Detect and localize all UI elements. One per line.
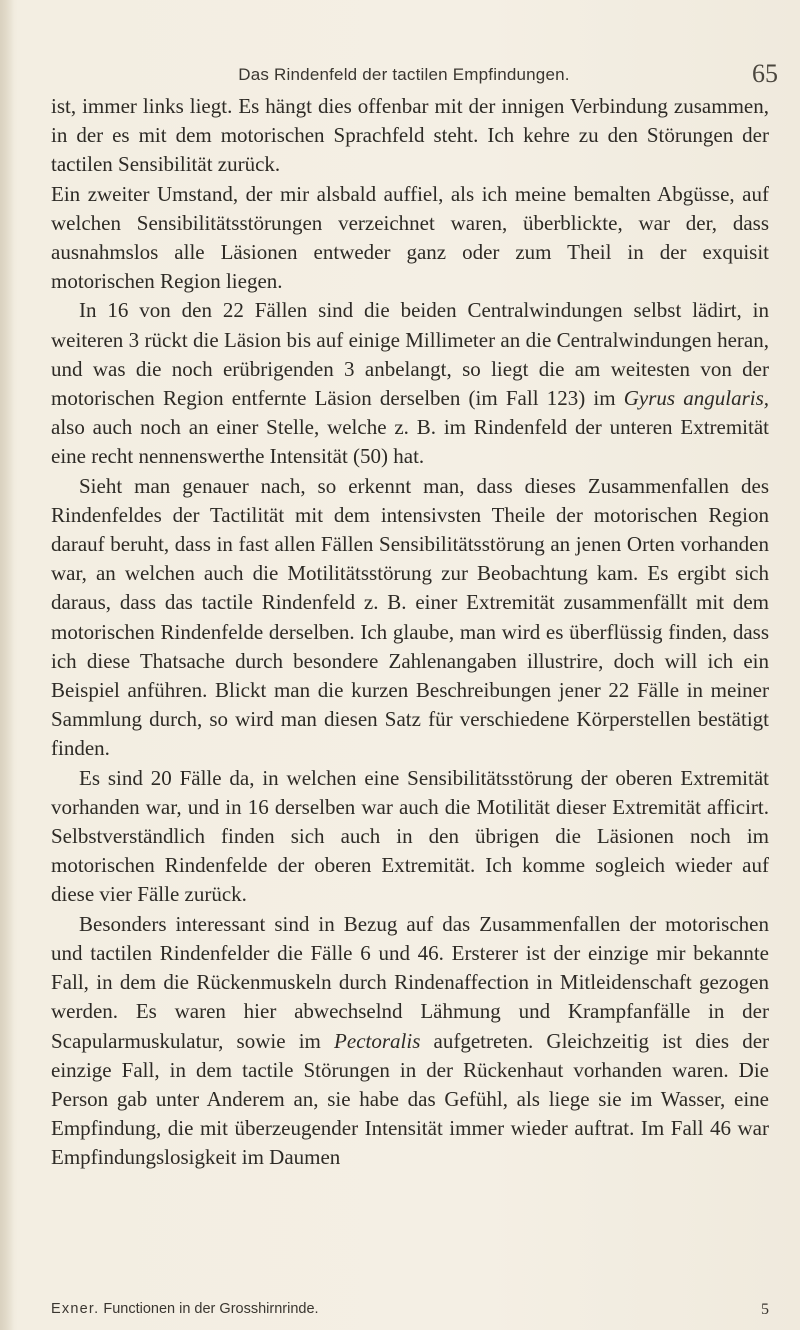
text-run: In 16 von den 22 Fällen sind die beiden Centralwindungen selbst lädirt, in weiteren 3 rückt die Läsion bis auf einige Millimeter an die Centralwindungen heran, und was die noch erübrigenden 3 anbelangt, so liegt die am weitesten von der motorischen Region entfernte Läsion derselben (im Fall 123) im: [51, 298, 769, 411]
page-gutter-shadow: [0, 0, 14, 1330]
paragraph: [51, 296, 769, 471]
paragraph: [51, 472, 769, 764]
text-run: aufgetreten. Gleichzeitig ist dies der einzige Fall, in dem tactile Störungen in der Rückenhaut vorhanden waren. Die Person gab unter Anderem an, sie habe das Gefühl, als liege sie im Wasser, eine Empfindung, die mit überzeugender Intensität immer wieder auftrat. Im Fall 46 war Empfindungslosigkeit im Daumen: [51, 1028, 770, 1170]
footer-book-title: Functionen in der Grosshirnrinde.: [103, 1301, 319, 1317]
text-run: ist, immer links liegt. Es hängt dies offenbar mit der innigen Verbindung zusammen, in der es mit dem motorischen Sprachfeld steht. Ich kehre zu den Störungen der tactilen Sensibilität zurück.: [51, 94, 769, 177]
text-run: also auch noch an einer Stelle, welche z. B. im Rindenfeld der unteren Extremität eine recht nennenswerthe Intensität (50) hat.: [51, 415, 769, 469]
italic-term: Pectoralis: [334, 1028, 421, 1053]
footer-signature: 5: [761, 1301, 769, 1318]
paragraph: [51, 910, 769, 1173]
text-run: Es sind 20 Fälle da, in welchen eine Sensibilitätsstörung der oberen Extremität vorhanden war, und in 16 derselben war auch die Motilität dieser Extremität afficirt. Selbstverständlich finden sich auch in den übrigen die Läsionen noch im motorischen Rindenfelde der oberen Extremität. Ich komme sogleich wieder auf diese vier Fälle zurück.: [51, 765, 769, 907]
page-footer: [51, 1301, 769, 1323]
paragraph: [51, 764, 769, 910]
italic-term: Gyrus angularis,: [623, 386, 769, 411]
text-run: Besonders interessant sind in Bezug auf das Zusammenfallen der motorischen und tactilen Rindenfelder die Fälle 6 und 46. Ersterer ist der einzige mir bekannte Fall, in dem die Rückenmuskeln durch Rindenaffection in Mitleidenschaft gezogen werden. Es waren hier abwechselnd Lähmung und Krampfanfälle in der Scapularmuskulatur, sowie im: [51, 911, 769, 1053]
page-header: [24, 59, 784, 89]
text-run: Ein zweiter Umstand, der mir alsbald auffiel, als ich meine bemalten Abgüsse, auf welchen Sensibilitätsstörungen verzeichnet waren, überblickte, war der, dass ausnahmslos alle Läsionen entweder ganz oder zum Theil in der exquisit motorischen Region liegen.: [51, 181, 769, 294]
running-title: Das Rindenfeld der tactilen Empfindungen.: [238, 65, 570, 84]
text-run: Sieht man genauer nach, so erkennt man, dass dieses Zusammenfallen des Rindenfeldes der Tactilität mit dem intensivsten Theile der motorischen Region darauf beruht, dass in fast allen Fällen Sensibilitätsstörung an jenen Orten vorhanden war, an welchen auch die Motilitätsstörung zur Beobachtung kam. Es ergibt sich daraus, dass das tactile Rindenfeld z. B. einer Extremität zusammenfällt mit dem motorischen Rindenfelde derselben. Ich glaube, man wird es überflüssig finden, dass ich diese Thatsache durch besondere Zahlenangaben illustrire, doch will ich ein Beispiel anführen. Blickt man die kurzen Beschreibungen jener 22 Fälle in meiner Sammlung durch, so wird man diesen Satz für verschiedene Körperstellen bestätigt finden.: [51, 473, 769, 761]
body-text: [51, 92, 769, 1173]
paragraph: [51, 92, 769, 180]
footer-author: Exner.: [51, 1301, 100, 1317]
page-number: 65: [752, 59, 778, 88]
paragraph: [51, 180, 769, 297]
